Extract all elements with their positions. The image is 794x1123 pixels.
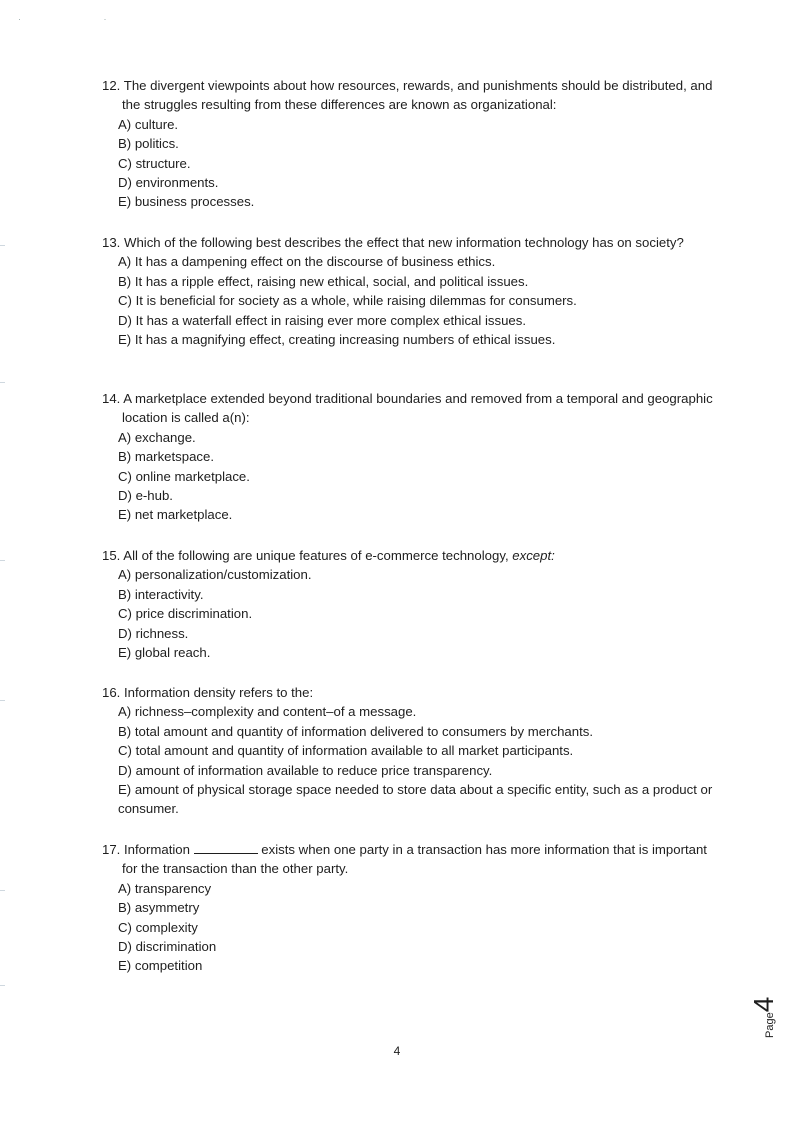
question-16 (102, 683, 717, 819)
option-a: A) It has a dampening effect on the discourse of business ethics. (118, 254, 496, 270)
option-e: E) It has a magnifying effect, creating increasing numbers of ethical issues. (118, 332, 556, 348)
option-c: C) price discrimination. (118, 606, 253, 622)
option-d: D) discrimination (118, 939, 217, 955)
option-a: A) transparency (118, 880, 212, 896)
answer-options (102, 702, 717, 818)
scan-artifact: · · (18, 14, 147, 24)
option-b: B) It has a ripple effect, raising new ethical, social, and political issues. (118, 273, 529, 289)
scan-edge-mark (0, 382, 5, 383)
question-stem: 12. The divergent viewpoints about how resources, rewards, and punishments should be distributed, and the struggles resulting from these differences are known as organizational: (102, 78, 713, 113)
option-a: A) exchange. (118, 429, 196, 445)
option-e: E) net marketplace. (118, 507, 233, 523)
option-d: D) richness. (118, 625, 189, 641)
question-12 (102, 76, 717, 212)
option-b: B) politics. (118, 136, 179, 152)
option-a: A) richness–complexity and content–of a message. (118, 704, 417, 720)
question-stem: 13. Which of the following best describes the effect that new information technology has on society? (102, 235, 684, 250)
question-stem-text: exists when one party in a transaction has more information that is important for the transaction than the other party. (122, 842, 707, 877)
scan-edge-mark (0, 245, 5, 246)
option-c: C) It is beneficial for society as a whole, while raising dilemmas for consumers. (118, 293, 577, 309)
option-d: D) It has a waterfall effect in raising ever more complex ethical issues. (118, 312, 527, 328)
option-a: A) culture. (118, 116, 179, 132)
question-stem-text: 17. Information (102, 842, 194, 857)
option-e: E) global reach. (118, 645, 211, 661)
answer-options (102, 879, 717, 976)
option-b: B) interactivity. (118, 586, 204, 602)
answer-options (102, 428, 717, 525)
scan-edge-mark (0, 560, 5, 561)
option-a: A) personalization/customization. (118, 567, 312, 583)
option-d: D) environments. (118, 175, 219, 191)
question-15 (102, 546, 717, 662)
fill-in-blank (194, 841, 258, 854)
page-stamp-text (748, 997, 780, 1038)
page-stamp-number: 4 (748, 996, 779, 1013)
option-c: C) total amount and quantity of information available to all market participants. (118, 743, 574, 759)
answer-options (102, 565, 717, 662)
question-stem-emphasis: except: (512, 548, 555, 563)
scan-edge-mark (0, 700, 5, 701)
question-stem-text: 15. All of the following are unique features of e-commerce technology, (102, 548, 513, 563)
option-e: E) business processes. (118, 194, 255, 210)
answer-options (102, 252, 717, 349)
option-e: E) competition (118, 958, 203, 974)
option-d: D) amount of information available to reduce price transparency. (118, 762, 493, 778)
question-stem (102, 840, 717, 879)
question-stem: 16. Information density refers to the: (102, 685, 314, 700)
option-d: D) e-hub. (118, 488, 173, 504)
page-number: 4 (393, 1044, 401, 1058)
scan-edge-mark (0, 985, 5, 986)
option-b: B) asymmetry (118, 900, 200, 916)
option-e: E) amount of physical storage space needed to store data about a specific entity, such as a product or consumer. (118, 782, 713, 817)
question-17 (102, 840, 717, 976)
question-stem: 14. A marketplace extended beyond traditional boundaries and removed from a temporal and geographic location is called a(n): (102, 391, 713, 426)
page-stamp (748, 990, 778, 1040)
question-stem (102, 546, 717, 565)
question-14 (102, 389, 717, 525)
page-stamp-word: Page (764, 1012, 776, 1038)
option-b: B) marketspace. (118, 449, 215, 465)
option-c: C) online marketplace. (118, 468, 250, 484)
question-13 (102, 233, 717, 349)
option-b: B) total amount and quantity of information delivered to consumers by merchants. (118, 723, 593, 739)
scan-edge-mark (0, 890, 5, 891)
option-c: C) complexity (118, 919, 198, 935)
answer-options (102, 115, 717, 212)
option-c: C) structure. (118, 155, 191, 171)
